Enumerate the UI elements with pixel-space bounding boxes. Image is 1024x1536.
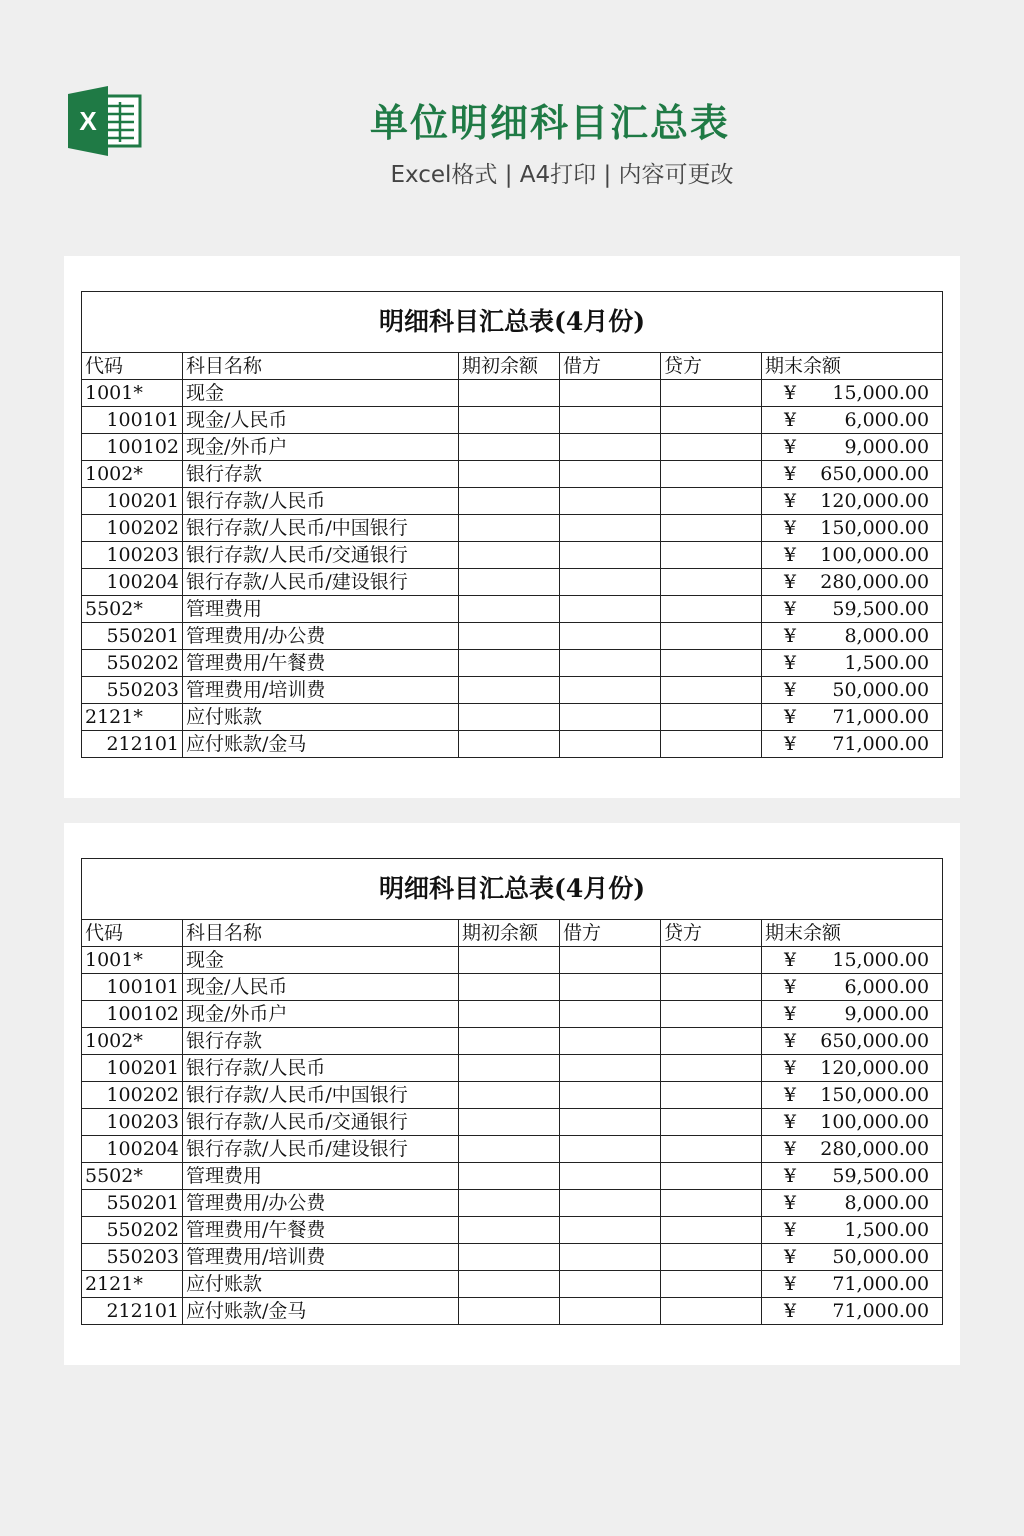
account-code: 100201 bbox=[82, 488, 183, 515]
debit-amount bbox=[560, 974, 661, 1001]
table-row bbox=[82, 1190, 943, 1217]
credit-amount bbox=[661, 488, 762, 515]
debit-amount bbox=[560, 1271, 661, 1298]
closing-amount: 6,000.00 bbox=[844, 409, 930, 431]
account-name: 管理费用/培训费 bbox=[183, 1244, 459, 1271]
debit-amount bbox=[560, 1163, 661, 1190]
debit-amount bbox=[560, 1217, 661, 1244]
credit-amount bbox=[661, 1136, 762, 1163]
account-code: 2121* bbox=[82, 1271, 183, 1298]
opening-balance bbox=[459, 434, 560, 461]
debit-amount bbox=[560, 1109, 661, 1136]
account-name: 管理费用/午餐费 bbox=[183, 1217, 459, 1244]
currency-symbol: ¥ bbox=[784, 1003, 797, 1025]
account-code: 550203 bbox=[82, 1244, 183, 1271]
account-code: 212101 bbox=[82, 1298, 183, 1325]
currency-symbol: ¥ bbox=[784, 1300, 797, 1322]
currency-symbol: ¥ bbox=[784, 1030, 797, 1052]
summary-table bbox=[81, 291, 943, 758]
currency-symbol: ¥ bbox=[784, 733, 797, 755]
opening-balance bbox=[459, 623, 560, 650]
account-code: 100203 bbox=[82, 542, 183, 569]
currency-symbol: ¥ bbox=[784, 1057, 797, 1079]
credit-amount bbox=[661, 704, 762, 731]
currency-symbol: ¥ bbox=[784, 652, 797, 674]
column-header: 期末余额 bbox=[762, 353, 943, 380]
credit-amount bbox=[661, 1244, 762, 1271]
account-name: 应付账款 bbox=[183, 1271, 459, 1298]
table-row bbox=[82, 569, 943, 596]
table-row bbox=[82, 380, 943, 407]
opening-balance bbox=[459, 1244, 560, 1271]
sheet-card bbox=[64, 823, 960, 1365]
debit-amount bbox=[560, 380, 661, 407]
closing-balance bbox=[762, 515, 943, 542]
table-title: 明细科目汇总表(4月份) bbox=[82, 292, 943, 353]
currency-symbol: ¥ bbox=[784, 1138, 797, 1160]
column-header: 借方 bbox=[560, 353, 661, 380]
account-code: 550203 bbox=[82, 677, 183, 704]
account-name: 现金 bbox=[183, 947, 459, 974]
opening-balance bbox=[459, 1163, 560, 1190]
table-row bbox=[82, 947, 943, 974]
opening-balance bbox=[459, 488, 560, 515]
table-header-row bbox=[82, 353, 943, 380]
currency-symbol: ¥ bbox=[784, 1246, 797, 1268]
debit-amount bbox=[560, 461, 661, 488]
closing-balance bbox=[762, 1298, 943, 1325]
account-code: 5502* bbox=[82, 596, 183, 623]
opening-balance bbox=[459, 1109, 560, 1136]
summary-table bbox=[81, 858, 943, 1325]
closing-amount: 8,000.00 bbox=[844, 625, 930, 647]
currency-symbol: ¥ bbox=[784, 949, 797, 971]
closing-balance bbox=[762, 704, 943, 731]
column-header: 代码 bbox=[82, 920, 183, 947]
closing-balance bbox=[762, 407, 943, 434]
table-row bbox=[82, 1028, 943, 1055]
debit-amount bbox=[560, 1028, 661, 1055]
closing-balance bbox=[762, 461, 943, 488]
opening-balance bbox=[459, 1190, 560, 1217]
currency-symbol: ¥ bbox=[784, 1111, 797, 1133]
closing-amount: 6,000.00 bbox=[844, 976, 930, 998]
currency-symbol: ¥ bbox=[784, 679, 797, 701]
closing-amount: 59,500.00 bbox=[832, 1165, 930, 1187]
closing-balance bbox=[762, 731, 943, 758]
account-code: 100101 bbox=[82, 974, 183, 1001]
closing-balance bbox=[762, 650, 943, 677]
closing-amount: 100,000.00 bbox=[820, 1111, 930, 1133]
table-row bbox=[82, 731, 943, 758]
credit-amount bbox=[661, 1163, 762, 1190]
closing-balance bbox=[762, 542, 943, 569]
debit-amount bbox=[560, 434, 661, 461]
account-name: 现金/人民币 bbox=[183, 974, 459, 1001]
closing-amount: 120,000.00 bbox=[820, 1057, 930, 1079]
account-name: 应付账款/金马 bbox=[183, 1298, 459, 1325]
table-header-row bbox=[82, 920, 943, 947]
currency-symbol: ¥ bbox=[784, 382, 797, 404]
column-header: 贷方 bbox=[661, 353, 762, 380]
account-code: 550202 bbox=[82, 1217, 183, 1244]
table-row bbox=[82, 1271, 943, 1298]
closing-amount: 280,000.00 bbox=[820, 571, 930, 593]
closing-amount: 15,000.00 bbox=[832, 949, 930, 971]
account-name: 银行存款/人民币/中国银行 bbox=[183, 515, 459, 542]
debit-amount bbox=[560, 515, 661, 542]
closing-amount: 150,000.00 bbox=[820, 517, 930, 539]
closing-balance bbox=[762, 1001, 943, 1028]
account-code: 100101 bbox=[82, 407, 183, 434]
column-header: 代码 bbox=[82, 353, 183, 380]
closing-balance bbox=[762, 1055, 943, 1082]
account-code: 1002* bbox=[82, 1028, 183, 1055]
account-name: 管理费用 bbox=[183, 1163, 459, 1190]
table-row bbox=[82, 1136, 943, 1163]
column-header: 期末余额 bbox=[762, 920, 943, 947]
opening-balance bbox=[459, 1298, 560, 1325]
page-title: 单位明细科目汇总表 bbox=[369, 101, 730, 145]
opening-balance bbox=[459, 731, 560, 758]
table-row bbox=[82, 596, 943, 623]
account-name: 银行存款/人民币/交通银行 bbox=[183, 1109, 459, 1136]
table-row bbox=[82, 407, 943, 434]
closing-balance bbox=[762, 1271, 943, 1298]
credit-amount bbox=[661, 623, 762, 650]
closing-balance bbox=[762, 1244, 943, 1271]
closing-amount: 9,000.00 bbox=[844, 1003, 930, 1025]
account-name: 银行存款/人民币 bbox=[183, 1055, 459, 1082]
table-row bbox=[82, 434, 943, 461]
debit-amount bbox=[560, 1244, 661, 1271]
account-name: 银行存款 bbox=[183, 461, 459, 488]
opening-balance bbox=[459, 1028, 560, 1055]
table-row bbox=[82, 650, 943, 677]
closing-balance bbox=[762, 1109, 943, 1136]
account-name: 管理费用/培训费 bbox=[183, 677, 459, 704]
opening-balance bbox=[459, 1217, 560, 1244]
debit-amount bbox=[560, 623, 661, 650]
closing-balance bbox=[762, 974, 943, 1001]
debit-amount bbox=[560, 1082, 661, 1109]
account-code: 550201 bbox=[82, 623, 183, 650]
credit-amount bbox=[661, 461, 762, 488]
closing-amount: 9,000.00 bbox=[844, 436, 930, 458]
closing-balance bbox=[762, 569, 943, 596]
closing-amount: 15,000.00 bbox=[832, 382, 930, 404]
opening-balance bbox=[459, 947, 560, 974]
account-code: 100102 bbox=[82, 434, 183, 461]
credit-amount bbox=[661, 1055, 762, 1082]
table-row bbox=[82, 1055, 943, 1082]
table-row bbox=[82, 542, 943, 569]
currency-symbol: ¥ bbox=[784, 1219, 797, 1241]
debit-amount bbox=[560, 1190, 661, 1217]
closing-balance bbox=[762, 434, 943, 461]
credit-amount bbox=[661, 1298, 762, 1325]
account-name: 管理费用/办公费 bbox=[183, 1190, 459, 1217]
column-header: 科目名称 bbox=[183, 920, 459, 947]
debit-amount bbox=[560, 1136, 661, 1163]
credit-amount bbox=[661, 1271, 762, 1298]
closing-balance bbox=[762, 1217, 943, 1244]
account-code: 100201 bbox=[82, 1055, 183, 1082]
credit-amount bbox=[661, 947, 762, 974]
debit-amount bbox=[560, 542, 661, 569]
credit-amount bbox=[661, 1082, 762, 1109]
account-code: 1001* bbox=[82, 380, 183, 407]
opening-balance bbox=[459, 542, 560, 569]
credit-amount bbox=[661, 434, 762, 461]
debit-amount bbox=[560, 1298, 661, 1325]
debit-amount bbox=[560, 1055, 661, 1082]
currency-symbol: ¥ bbox=[784, 1273, 797, 1295]
opening-balance bbox=[459, 569, 560, 596]
closing-amount: 50,000.00 bbox=[832, 1246, 930, 1268]
table-row bbox=[82, 1217, 943, 1244]
debit-amount bbox=[560, 731, 661, 758]
account-name: 银行存款 bbox=[183, 1028, 459, 1055]
account-name: 管理费用/午餐费 bbox=[183, 650, 459, 677]
closing-amount: 59,500.00 bbox=[832, 598, 930, 620]
opening-balance bbox=[459, 1271, 560, 1298]
credit-amount bbox=[661, 407, 762, 434]
account-name: 现金 bbox=[183, 380, 459, 407]
opening-balance bbox=[459, 461, 560, 488]
currency-symbol: ¥ bbox=[784, 490, 797, 512]
credit-amount bbox=[661, 569, 762, 596]
sheet-card bbox=[64, 256, 960, 798]
closing-amount: 650,000.00 bbox=[820, 1030, 930, 1052]
account-name: 现金/外币户 bbox=[183, 1001, 459, 1028]
credit-amount bbox=[661, 596, 762, 623]
credit-amount bbox=[661, 1109, 762, 1136]
opening-balance bbox=[459, 596, 560, 623]
closing-balance bbox=[762, 380, 943, 407]
closing-balance bbox=[762, 1190, 943, 1217]
debit-amount bbox=[560, 488, 661, 515]
debit-amount bbox=[560, 650, 661, 677]
opening-balance bbox=[459, 1136, 560, 1163]
credit-amount bbox=[661, 1028, 762, 1055]
table-row bbox=[82, 704, 943, 731]
opening-balance bbox=[459, 650, 560, 677]
debit-amount bbox=[560, 596, 661, 623]
credit-amount bbox=[661, 1217, 762, 1244]
currency-symbol: ¥ bbox=[784, 625, 797, 647]
table-row bbox=[82, 974, 943, 1001]
closing-balance bbox=[762, 1136, 943, 1163]
account-name: 应付账款/金马 bbox=[183, 731, 459, 758]
page-subtitle: Excel格式 | A4打印 | 内容可更改 bbox=[390, 162, 734, 188]
closing-amount: 71,000.00 bbox=[832, 1300, 930, 1322]
currency-symbol: ¥ bbox=[784, 598, 797, 620]
column-header: 贷方 bbox=[661, 920, 762, 947]
column-header: 期初余额 bbox=[459, 920, 560, 947]
closing-balance bbox=[762, 677, 943, 704]
account-name: 银行存款/人民币/建设银行 bbox=[183, 569, 459, 596]
debit-amount bbox=[560, 569, 661, 596]
credit-amount bbox=[661, 515, 762, 542]
closing-balance bbox=[762, 488, 943, 515]
credit-amount bbox=[661, 542, 762, 569]
debit-amount bbox=[560, 704, 661, 731]
closing-amount: 280,000.00 bbox=[820, 1138, 930, 1160]
table-row bbox=[82, 623, 943, 650]
table-row bbox=[82, 1244, 943, 1271]
column-header: 科目名称 bbox=[183, 353, 459, 380]
currency-symbol: ¥ bbox=[784, 436, 797, 458]
table-row bbox=[82, 677, 943, 704]
account-name: 现金/外币户 bbox=[183, 434, 459, 461]
account-code: 550202 bbox=[82, 650, 183, 677]
closing-amount: 1,500.00 bbox=[844, 652, 930, 674]
opening-balance bbox=[459, 704, 560, 731]
currency-symbol: ¥ bbox=[784, 517, 797, 539]
account-name: 管理费用/办公费 bbox=[183, 623, 459, 650]
account-code: 550201 bbox=[82, 1190, 183, 1217]
account-code: 100204 bbox=[82, 569, 183, 596]
account-name: 银行存款/人民币/中国银行 bbox=[183, 1082, 459, 1109]
opening-balance bbox=[459, 407, 560, 434]
account-name: 现金/人民币 bbox=[183, 407, 459, 434]
account-code: 1001* bbox=[82, 947, 183, 974]
account-code: 212101 bbox=[82, 731, 183, 758]
opening-balance bbox=[459, 1082, 560, 1109]
account-code: 100202 bbox=[82, 1082, 183, 1109]
account-code: 100102 bbox=[82, 1001, 183, 1028]
account-code: 100204 bbox=[82, 1136, 183, 1163]
account-code: 2121* bbox=[82, 704, 183, 731]
currency-symbol: ¥ bbox=[784, 976, 797, 998]
account-name: 银行存款/人民币 bbox=[183, 488, 459, 515]
column-header: 借方 bbox=[560, 920, 661, 947]
account-code: 100202 bbox=[82, 515, 183, 542]
closing-balance bbox=[762, 596, 943, 623]
closing-balance bbox=[762, 1082, 943, 1109]
currency-symbol: ¥ bbox=[784, 463, 797, 485]
opening-balance bbox=[459, 1001, 560, 1028]
currency-symbol: ¥ bbox=[784, 571, 797, 593]
account-code: 5502* bbox=[82, 1163, 183, 1190]
currency-symbol: ¥ bbox=[784, 706, 797, 728]
closing-amount: 650,000.00 bbox=[820, 463, 930, 485]
table-title: 明细科目汇总表(4月份) bbox=[82, 859, 943, 920]
credit-amount bbox=[661, 380, 762, 407]
opening-balance bbox=[459, 677, 560, 704]
opening-balance bbox=[459, 1055, 560, 1082]
closing-balance bbox=[762, 623, 943, 650]
credit-amount bbox=[661, 974, 762, 1001]
account-name: 银行存款/人民币/交通银行 bbox=[183, 542, 459, 569]
debit-amount bbox=[560, 947, 661, 974]
credit-amount bbox=[661, 731, 762, 758]
opening-balance bbox=[459, 974, 560, 1001]
table-title-row bbox=[82, 859, 943, 920]
closing-amount: 71,000.00 bbox=[832, 1273, 930, 1295]
currency-symbol: ¥ bbox=[784, 409, 797, 431]
credit-amount bbox=[661, 1190, 762, 1217]
account-name: 银行存款/人民币/建设银行 bbox=[183, 1136, 459, 1163]
account-name: 管理费用 bbox=[183, 596, 459, 623]
closing-amount: 1,500.00 bbox=[844, 1219, 930, 1241]
closing-amount: 100,000.00 bbox=[820, 544, 930, 566]
debit-amount bbox=[560, 1001, 661, 1028]
table-row bbox=[82, 1109, 943, 1136]
closing-amount: 50,000.00 bbox=[832, 679, 930, 701]
closing-balance bbox=[762, 1028, 943, 1055]
closing-amount: 120,000.00 bbox=[820, 490, 930, 512]
table-row bbox=[82, 461, 943, 488]
credit-amount bbox=[661, 650, 762, 677]
account-code: 1002* bbox=[82, 461, 183, 488]
credit-amount bbox=[661, 677, 762, 704]
closing-amount: 8,000.00 bbox=[844, 1192, 930, 1214]
table-row bbox=[82, 1163, 943, 1190]
currency-symbol: ¥ bbox=[784, 544, 797, 566]
closing-amount: 71,000.00 bbox=[832, 733, 930, 755]
opening-balance bbox=[459, 380, 560, 407]
opening-balance bbox=[459, 515, 560, 542]
excel-logo-letter: X bbox=[79, 106, 97, 136]
table-title-row bbox=[82, 292, 943, 353]
column-header: 期初余额 bbox=[459, 353, 560, 380]
table-row bbox=[82, 515, 943, 542]
closing-balance bbox=[762, 1163, 943, 1190]
debit-amount bbox=[560, 677, 661, 704]
account-code: 100203 bbox=[82, 1109, 183, 1136]
currency-symbol: ¥ bbox=[784, 1165, 797, 1187]
currency-symbol: ¥ bbox=[784, 1084, 797, 1106]
closing-amount: 150,000.00 bbox=[820, 1084, 930, 1106]
credit-amount bbox=[661, 1001, 762, 1028]
table-row bbox=[82, 488, 943, 515]
account-name: 应付账款 bbox=[183, 704, 459, 731]
table-row bbox=[82, 1082, 943, 1109]
closing-balance bbox=[762, 947, 943, 974]
closing-amount: 71,000.00 bbox=[832, 706, 930, 728]
table-row bbox=[82, 1298, 943, 1325]
debit-amount bbox=[560, 407, 661, 434]
table-row bbox=[82, 1001, 943, 1028]
currency-symbol: ¥ bbox=[784, 1192, 797, 1214]
